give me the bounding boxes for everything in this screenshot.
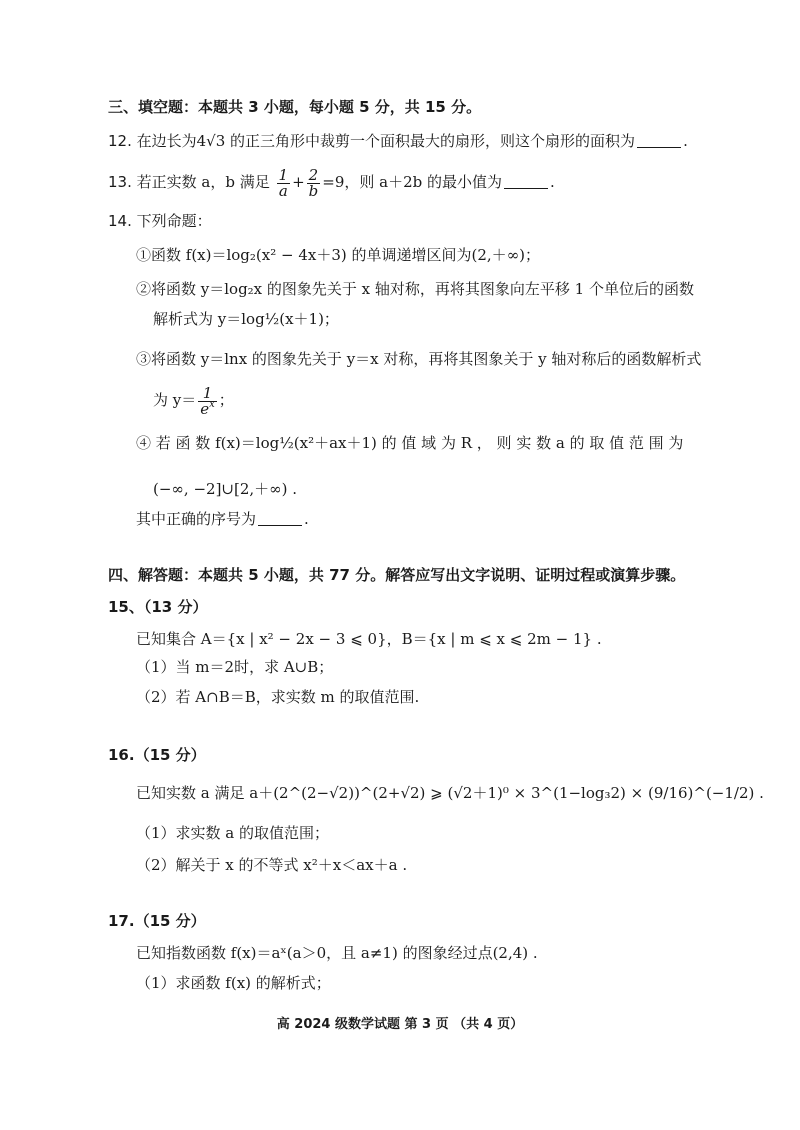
section-3-title: 三、填空题：本题共 3 小题，每小题 5 分，共 15 分。: [108, 98, 482, 116]
question-13-post: =9，则 a＋2b 的最小值为: [322, 173, 502, 191]
question-16-header: 16.（15 分）: [108, 746, 206, 764]
question-17-part-1: （1）求函数 f(x) 的解析式；: [136, 974, 331, 992]
section-4-title: 四、解答题：本题共 5 小题，共 77 分。解答应写出文字说明、证明过程或演算步骤。: [108, 566, 686, 584]
answer-blank: [258, 511, 302, 526]
fraction-1-over-a: $\frac{1}{a}$: [278, 165, 289, 200]
proposition-2-line-1: ②将函数 y＝log₂x 的图象先关于 x 轴对称，再将其图象向左平移 1 个单位后的函数: [136, 280, 694, 298]
proposition-3-line-1: ③将函数 y＝lnx 的图象先关于 y＝x 对称，再将其图象关于 y 轴对称后的函数解析式: [136, 350, 702, 368]
question-15-part-1: （1）当 m＝2时，求 A∪B；: [136, 658, 334, 676]
question-17-header: 17.（15 分）: [108, 912, 206, 930]
proposition-4-line-1: ④ 若 函 数 f(x)＝log½(x²＋ax＋1) 的 值 域 为 R ， 则 实 数 a 的 取 值 范 围 为: [136, 434, 684, 452]
fraction-2-over-b: $\frac{2}{b}$: [308, 165, 319, 200]
question-16-part-1: （1）求实数 a 的取值范围；: [136, 824, 330, 842]
question-13-pre: 若正实数 a，b 满足: [136, 173, 270, 191]
question-13-number: 13.: [108, 173, 132, 191]
question-12-number: 12.: [108, 132, 132, 150]
question-15-header: 15、（13 分）: [108, 598, 208, 616]
question-12: 12. 在边长为4√3 的正三角形中裁剪一个面积最大的扇形，则这个扇形的面积为 .: [108, 132, 688, 150]
question-14-number: 14.: [108, 212, 132, 230]
question-14-title: 14. 下列命题：: [108, 212, 212, 230]
answer-blank: [637, 133, 681, 148]
question-13: 13. 若正实数 a，b 满足 $\frac{1}{a}$ + $\frac{2}{b}$ =9，则 a＋2b 的最小值为 .: [108, 165, 555, 200]
proposition-3-line-2: 为 y＝ $\frac{1}{e^x}$ ；: [153, 383, 234, 418]
question-14-ask: 其中正确的序号为 .: [136, 510, 309, 528]
fraction-1-over-e-x: $\frac{1}{e^x}$: [200, 383, 215, 418]
question-16-stem: 已知实数 a 满足 a＋(2^(2−√2))^(2+√2) ⩾ (√2＋1)⁰ × 3^(1−log₃2) × (9/16)^(−1/2) .: [136, 784, 764, 802]
proposition-2-line-2: 解析式为 y＝log½(x＋1)；: [153, 310, 339, 328]
question-12-text: 在边长为4√3 的正三角形中裁剪一个面积最大的扇形，则这个扇形的面积为: [136, 132, 636, 150]
proposition-1: ①函数 f(x)＝log₂(x² − 4x＋3) 的单调递增区间为(2,＋∞)；: [136, 246, 541, 264]
question-17-stem: 已知指数函数 f(x)＝aˣ(a＞0，且 a≠1) 的图象经过点(2,4) .: [136, 944, 538, 962]
answer-blank: [504, 174, 548, 189]
question-16-part-2: （2）解关于 x 的不等式 x²＋x＜ax＋a .: [136, 856, 408, 874]
page-footer: 高 2024 级数学试题 第 3 页 （共 4 页）: [276, 1017, 524, 1032]
question-15-stem: 已知集合 A＝{x | x² − 2x − 3 ⩽ 0}，B＝{x | m ⩽ x ⩽ 2m − 1} .: [136, 630, 602, 648]
question-15-part-2: （2）若 A∩B＝B，求实数 m 的取值范围.: [136, 688, 420, 706]
proposition-4-line-2: (−∞, −2]∪[2,＋∞) .: [153, 480, 298, 498]
